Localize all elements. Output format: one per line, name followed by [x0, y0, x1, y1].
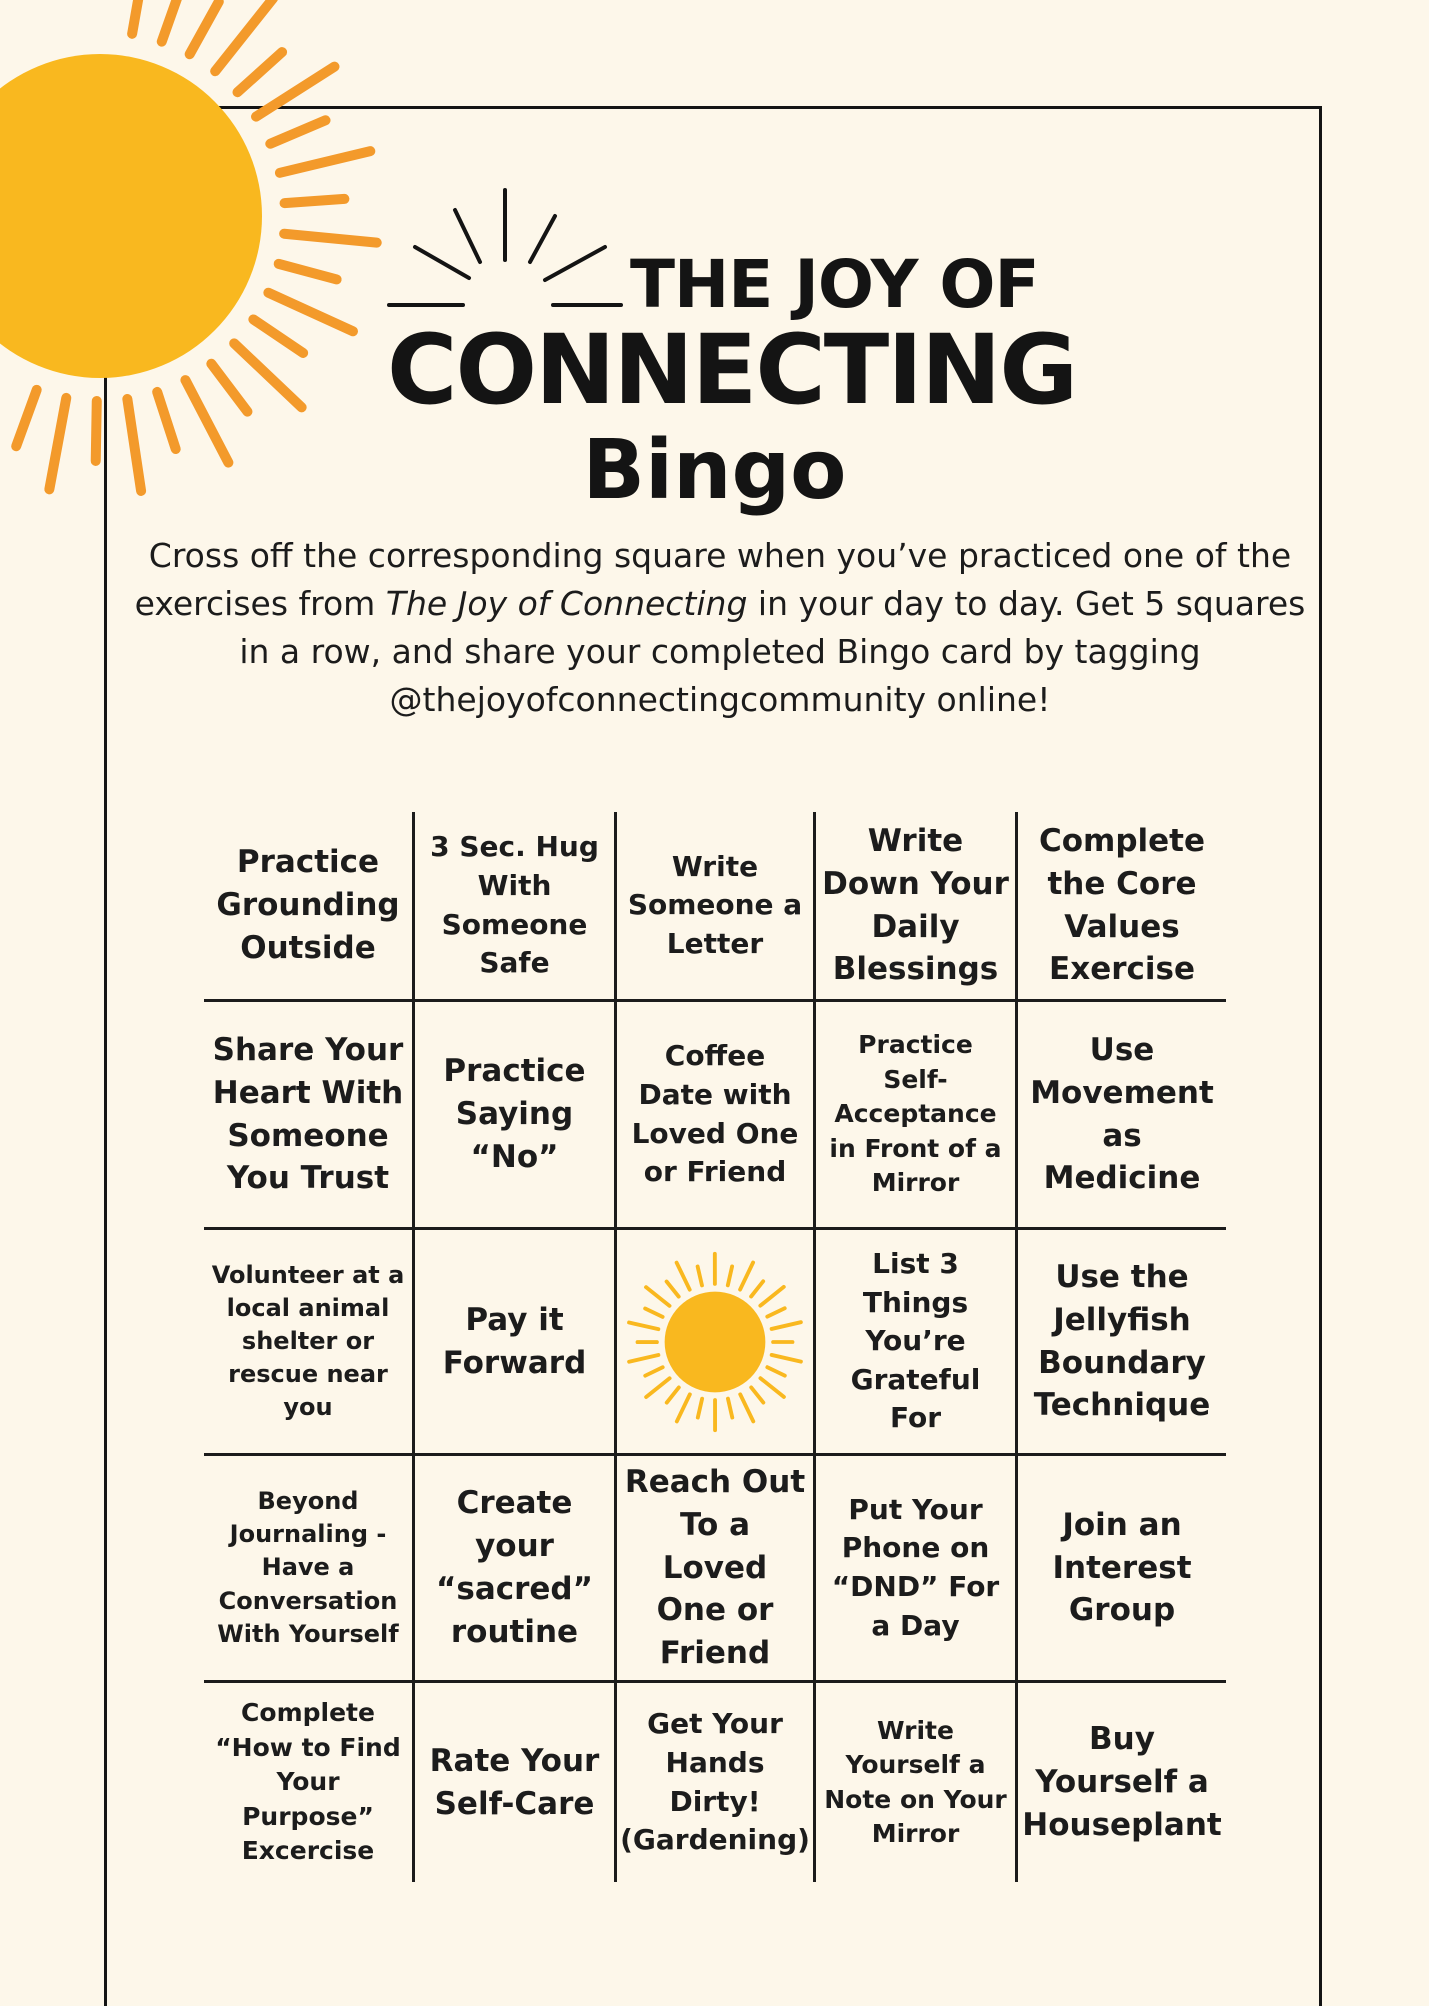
- sun-ray: [677, 1394, 690, 1421]
- bingo-cell-label: Pay it Forward: [421, 1299, 608, 1385]
- sun-ray: [760, 1286, 783, 1305]
- bingo-cell-label: Reach Out To a Loved One or Friend: [623, 1461, 807, 1675]
- sun-ray: [629, 1354, 658, 1361]
- bingo-cell[interactable]: [415, 1002, 617, 1230]
- sun-ray: [270, 120, 325, 143]
- instructions-text-1: Cross off the corresponding square when you’ve practiced one of the exercises from: [135, 536, 1292, 623]
- bingo-cell-label: Put Your Phone on “DND” For a Day: [822, 1491, 1009, 1646]
- bingo-cell-label: Practice Saying “No”: [421, 1050, 608, 1178]
- bingo-cell-label: Complete the Core Values Exercise: [1024, 820, 1220, 991]
- sun-icon: [623, 1247, 807, 1437]
- sun-ray: [284, 234, 377, 243]
- bingo-cell-label: Rate Your Self-Care: [421, 1740, 608, 1826]
- bingo-cell[interactable]: [1018, 1230, 1226, 1456]
- sun-ray: [280, 151, 370, 173]
- sun-ray: [740, 1394, 753, 1421]
- bingo-cell[interactable]: [816, 1002, 1018, 1230]
- sun-disc: [0, 54, 262, 378]
- bingo-cell-label: 3 Sec. Hug With Someone Safe: [421, 828, 608, 983]
- sunburst-rays-icon: [385, 180, 645, 320]
- bingo-cell[interactable]: [617, 1002, 816, 1230]
- sun-ray: [211, 364, 247, 412]
- sun-ray: [285, 199, 345, 203]
- bingo-cell[interactable]: [1018, 812, 1226, 1002]
- sun-ray: [132, 0, 142, 34]
- bingo-cell[interactable]: [204, 1230, 415, 1456]
- bingo-cell-label: Share Your Heart With Someone You Trust: [210, 1029, 406, 1200]
- bingo-cell[interactable]: [415, 812, 617, 1002]
- sun-ray: [215, 0, 273, 71]
- bingo-cell-label: Coffee Date with Loved One or Friend: [623, 1037, 807, 1192]
- sun-ray: [772, 1354, 801, 1361]
- bingo-cell[interactable]: [204, 1002, 415, 1230]
- bingo-cell[interactable]: [617, 1683, 816, 1882]
- bingo-cell[interactable]: [1018, 1002, 1226, 1230]
- sun-ray: [677, 1262, 690, 1289]
- bingo-cell[interactable]: [816, 1683, 1018, 1882]
- sun-ray: [728, 1398, 732, 1417]
- sun-ray: [751, 1387, 763, 1402]
- bingo-cell-label: Practice Grounding Outside: [210, 841, 406, 969]
- book-title: The Joy of Connecting: [386, 584, 748, 623]
- bingo-cell[interactable]: [816, 1230, 1018, 1456]
- bingo-grid: [204, 812, 1226, 1882]
- bingo-cell[interactable]: [204, 1456, 415, 1683]
- sun-ray: [767, 1367, 784, 1375]
- bingo-cell[interactable]: [617, 1456, 816, 1683]
- sun-ray: [234, 343, 301, 407]
- sun-ray: [645, 1367, 662, 1375]
- sun-ray: [751, 1281, 763, 1296]
- sun-ray: [162, 0, 193, 42]
- bingo-cell-label: Get Your Hands Dirty! (Gardening): [620, 1705, 810, 1860]
- instructions-text-2: in your day to day. Get 5 squares in a row, and share your completed Bingo card by tagging @thejoyofconnectingcommunity online!: [239, 584, 1305, 719]
- sun-ray: [253, 319, 303, 353]
- sun-ray: [237, 52, 282, 92]
- bingo-cell[interactable]: [204, 1683, 415, 1882]
- bingo-cell-label: Join an Interest Group: [1024, 1504, 1220, 1632]
- sun-ray: [646, 1378, 669, 1397]
- bingo-cell[interactable]: [816, 812, 1018, 1002]
- title-line-1: THE JOY OF: [630, 252, 1039, 318]
- bingo-cell-label: Complete “How to Find Your Purpose” Excercise: [210, 1696, 406, 1869]
- sun-ray: [646, 1287, 670, 1306]
- instructions: [130, 532, 1310, 724]
- bingo-cell-label: Volunteer at a local animal shelter or rescue near you: [210, 1259, 406, 1425]
- bingo-cell[interactable]: [415, 1456, 617, 1683]
- bingo-cell[interactable]: [1018, 1456, 1226, 1683]
- bingo-cell[interactable]: [415, 1683, 617, 1882]
- sun-ray: [728, 1266, 732, 1285]
- bingo-free-space[interactable]: [617, 1230, 816, 1456]
- sun-ray: [767, 1308, 784, 1316]
- title-line-2: CONNECTING: [387, 322, 1076, 418]
- sun-ray: [698, 1398, 702, 1417]
- bingo-cell-label: Practice Self-Acceptance in Front of a Mirror: [822, 1028, 1009, 1201]
- bingo-cell[interactable]: [204, 812, 415, 1002]
- sun-ray: [256, 67, 334, 117]
- sun-ray: [740, 1262, 753, 1289]
- bingo-cell-label: Write Someone a Letter: [623, 848, 807, 964]
- bingo-cell-label: Beyond Journaling - Have a Conversation With Yourself: [210, 1485, 406, 1651]
- sun-ray: [645, 1308, 662, 1316]
- sun-disc: [665, 1291, 766, 1392]
- sun-ray: [667, 1387, 679, 1402]
- bingo-cell-label: List 3 Things You’re Grateful For: [822, 1245, 1009, 1438]
- title-bingo: Bingo: [0, 430, 1429, 512]
- bingo-cell[interactable]: [816, 1456, 1018, 1683]
- bingo-cell-label: Write Yourself a Note on Your Mirror: [822, 1714, 1009, 1852]
- bingo-cell-label: Use the Jellyfish Boundary Technique: [1024, 1256, 1220, 1427]
- sun-ray: [760, 1378, 783, 1397]
- sun-ray: [629, 1322, 658, 1329]
- sun-ray: [268, 293, 353, 332]
- sun-ray: [698, 1266, 702, 1285]
- bingo-cell-label: Use Movement as Medicine: [1024, 1029, 1220, 1200]
- bingo-cell[interactable]: [415, 1230, 617, 1456]
- sun-ray: [190, 2, 219, 54]
- bingo-cell[interactable]: [1018, 1683, 1226, 1882]
- bingo-cell-label: Buy Yourself a Houseplant: [1022, 1718, 1221, 1846]
- sun-ray: [279, 264, 337, 280]
- sun-ray: [772, 1322, 801, 1329]
- bingo-cell-label: Create your “sacred” routine: [421, 1482, 608, 1653]
- bingo-cell[interactable]: [617, 812, 816, 1002]
- sun-ray: [667, 1281, 679, 1296]
- bingo-cell-label: Write Down Your Daily Blessings: [822, 820, 1009, 991]
